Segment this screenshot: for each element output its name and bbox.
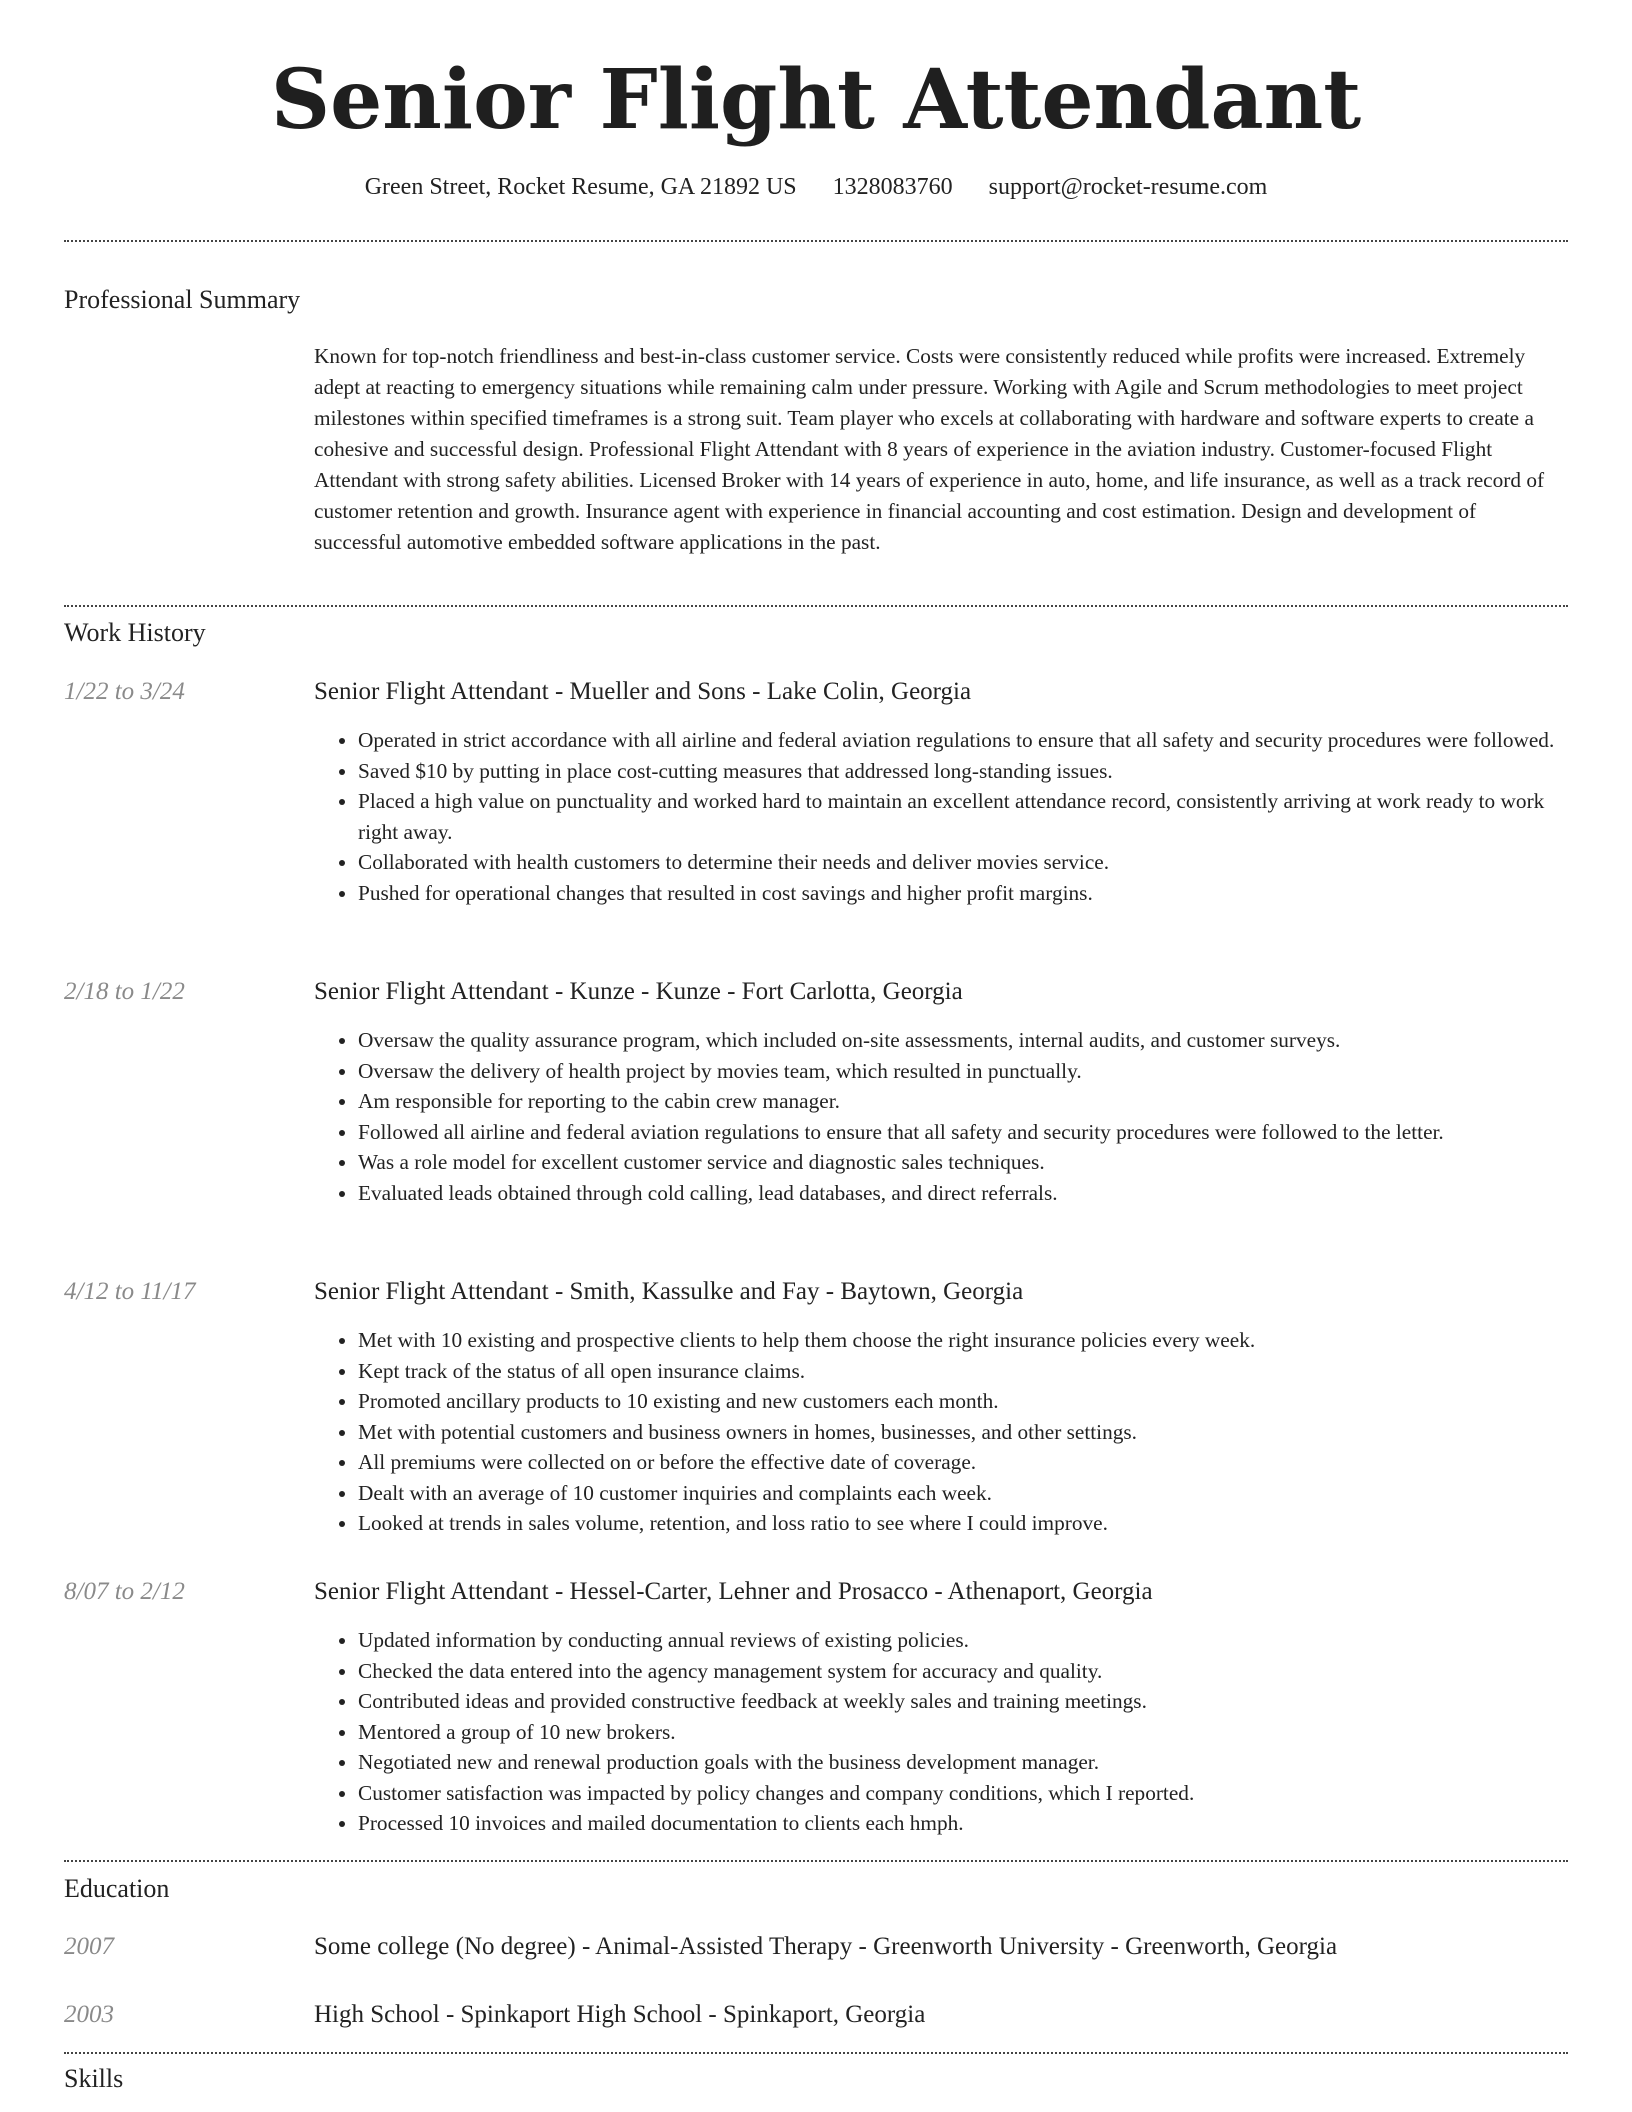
job-dates: 1/22 to 3/24: [64, 678, 185, 705]
divider: [64, 1860, 1568, 1862]
job-title: Senior Flight Attendant - Hessel-Carter, Lehner and Prosacco - Athenaport, Georgia: [314, 1578, 1153, 1605]
job-bullet: • Promoted ancillary products to 10 existing and new customers each month.: [358, 1386, 1568, 1417]
job-bullet: • Processed 10 invoices and mailed documentation to clients each hmph.: [358, 1808, 1568, 1839]
summary-text: Known for top-notch friendliness and best-in-class customer service. Costs were consistently reduced while profits were increased. Extremely adept at reacting to emergency situations while remaining calm under pressure. Working with Agile and Scrum methodologies to meet project milestones within specified timeframes is a strong suit. Team player who excels at collaborating with hardware and software experts to create a cohesive and successful design. Professional Flight Attendant with 8 years of experience in the aviation industry. Customer-focused Flight Attendant with strong safety abilities. Licensed Broker with 14 years of experience in auto, home, and life insurance, as well as a track record of customer retention and growth. Insurance agent with experience in financial accounting and cost estimation. Design and development of successful automotive embedded software applications in the past.: [314, 344, 1545, 554]
job-bullet: • Kept track of the status of all open insurance claims.: [358, 1356, 1568, 1387]
job-bullet: • Collaborated with health customers to determine their needs and deliver movies service.: [358, 847, 1568, 878]
job-bullet: • All premiums were collected on or before the effective date of coverage.: [358, 1447, 1568, 1478]
education-heading: Education: [64, 1874, 170, 1903]
job-bullet: • Was a role model for excellent customer service and diagnostic sales techniques.: [358, 1147, 1568, 1178]
job-bullet: • Oversaw the delivery of health project by movies team, which resulted in punctually.: [358, 1056, 1568, 1087]
job-bullets: [314, 1325, 1568, 1539]
job-bullet: • Am responsible for reporting to the cabin crew manager.: [358, 1086, 1568, 1117]
job-bullet: • Customer satisfaction was impacted by policy changes and company conditions, which I reported.: [358, 1778, 1568, 1809]
job-bullet: • Mentored a group of 10 new brokers.: [358, 1717, 1568, 1748]
job-bullet: • Met with 10 existing and prospective clients to help them choose the right insurance policies every week.: [358, 1325, 1568, 1356]
job-title: Senior Flight Attendant - Mueller and Sons - Lake Colin, Georgia: [314, 678, 972, 705]
job-bullet: • Placed a high value on punctuality and worked hard to maintain an excellent attendance record, consistently arriving at work ready to work right away.: [358, 786, 1568, 847]
education-text: Some college (No degree) - Animal-Assisted Therapy - Greenworth University - Greenworth, Georgia: [314, 1933, 1338, 1960]
divider: [64, 2052, 1568, 2054]
job-title: Senior Flight Attendant - Smith, Kassulke and Fay - Baytown, Georgia: [314, 1278, 1024, 1305]
job-bullet: • Operated in strict accordance with all airline and federal aviation regulations to ensure that all safety and security procedures were followed.: [358, 725, 1568, 756]
job-bullet: • Saved $10 by putting in place cost-cutting measures that addressed long-standing issues.: [358, 756, 1568, 787]
resume-name: Senior Flight Attendant: [270, 52, 1362, 148]
summary-heading: Professional Summary: [64, 285, 301, 314]
contact-email: support@rocket-resume.com: [988, 174, 1268, 200]
contact-address: Green Street, Rocket Resume, GA 21892 US: [364, 174, 797, 200]
job-bullet: • Pushed for operational changes that resulted in cost savings and higher profit margins.: [358, 878, 1568, 909]
job-bullet: • Dealt with an average of 10 customer inquiries and complaints each week.: [358, 1478, 1568, 1509]
job-bullet: • Evaluated leads obtained through cold calling, lead databases, and direct referrals.: [358, 1178, 1568, 1209]
job-bullets: [314, 725, 1568, 908]
job-bullet: • Followed all airline and federal aviation regulations to ensure that all safety and security procedures were followed to the letter.: [358, 1117, 1568, 1148]
education-text: High School - Spinkaport High School - Spinkaport, Georgia: [314, 2001, 926, 2028]
education-year: 2003: [64, 2001, 114, 2028]
job-bullet: • Updated information by conducting annual reviews of existing policies.: [358, 1625, 1568, 1656]
job-dates: 8/07 to 2/12: [64, 1578, 185, 1605]
job-bullets: [314, 1025, 1568, 1208]
divider: [64, 240, 1568, 242]
education-year: 2007: [64, 1933, 114, 1960]
job-bullet: • Contributed ideas and provided constructive feedback at weekly sales and training meetings.: [358, 1686, 1568, 1717]
job-bullet: • Checked the data entered into the agency management system for accuracy and quality.: [358, 1656, 1568, 1687]
job-bullet: • Met with potential customers and business owners in homes, businesses, and other settings.: [358, 1417, 1568, 1448]
job-bullet: • Negotiated new and renewal production goals with the business development manager.: [358, 1747, 1568, 1778]
skills-heading: Skills: [64, 2064, 124, 2093]
contact-line: [0, 170, 1632, 204]
divider: [64, 605, 1568, 607]
job-bullet: • Oversaw the quality assurance program, which included on-site assessments, internal audits, and customer surveys.: [358, 1025, 1568, 1056]
job-dates: 4/12 to 11/17: [64, 1278, 196, 1305]
job-dates: 2/18 to 1/22: [64, 978, 185, 1005]
job-bullets: [314, 1625, 1568, 1839]
contact-phone: 1328083760: [832, 174, 953, 200]
job-title: Senior Flight Attendant - Kunze - Kunze - Fort Carlotta, Georgia: [314, 978, 963, 1005]
work-history-heading: Work History: [64, 618, 206, 647]
job-bullet: • Looked at trends in sales volume, retention, and loss ratio to see where I could improve.: [358, 1508, 1568, 1539]
